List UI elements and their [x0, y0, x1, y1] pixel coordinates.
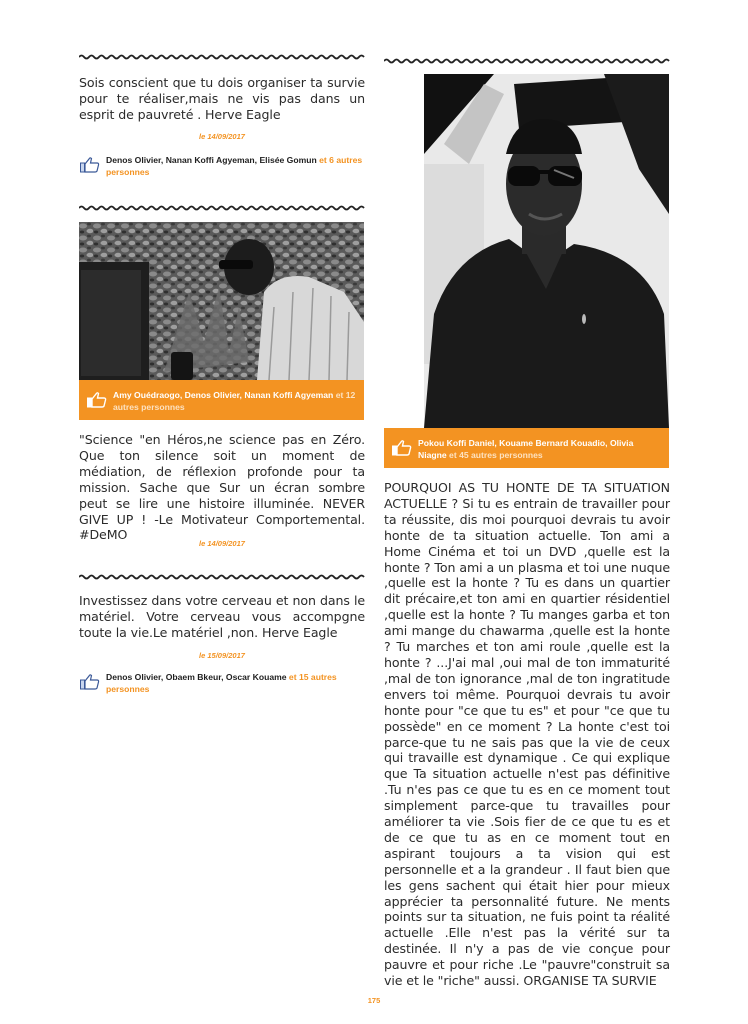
post-text: Sois conscient que tu dois organiser ta survie pour te réaliser,mais ne vis pas dans un esprit de pauvreté . Herve Eagle	[79, 75, 365, 122]
post-date: le 14/09/2017	[199, 132, 245, 141]
likes-bar[interactable]	[79, 380, 364, 420]
likes-names: Denos Olivier, Obaem Bkeur, Oscar Kouame	[106, 672, 287, 682]
section-divider	[79, 573, 365, 581]
post-text: POURQUOI AS TU HONTE DE TA SITUATION ACTUELLE ? Si tu es entrain de travailler pour ta réussite, dis moi pourquoi devrais tu avoir honte de ta situation actuelle. Ton ami a Home Cinéma et toi un DVD ,quelle est la honte ? Ton ami a un plasma et toi une nuque ,quelle est la honte ? Tu es dans un quartier dit précaire,et ton ami en quartier résidentiel ,quelle est la honte ? Tu manges garba et ton ami mange du chawarma ,quelle est la honte ? Tu marches et ton ami roule ,quelle est la honte ? ...J'ai mal ,oui mal de ton immaturité ,mal de ton ignorance ,mal de ton ingratitude envers toi même. Pourquoi devrais tu avoir honte pour "ce que tu es" et pour "ce que tu possède" en ce moment ? La honte c'est toi parce-que tu ne sais pas que la vie de ceux qui travaille est dynamique . Ce qui explique que Ta situation actuelle n'est pas définitive .Tu n'es pas ce que tu es en ce moment tout simplement parce-que tu travailles pour améliorer ta vie .Sois fier de ce que tu es et de ce que tu as en ce moment tout en aspirant toujours a ta vision qui est personnelle et a la grandeur . Il faut bien que les gens sachent qui était hier pour mieux apprécier ta personnalité future. Ne ments points sur ta situation, ne fuis point ta réalité actuelle .Elle n'est pas la vérité sur ta destinée. Il n'y a pas de vie conçue pour pauvre et pour riche .Le "pauvre"construit sa vie et le "riche" aussi. ORGANISE TA SURVIE	[384, 480, 670, 989]
post-date: le 15/09/2017	[199, 651, 245, 660]
thumbs-up-icon	[87, 392, 107, 408]
post-photo[interactable]	[79, 222, 364, 380]
section-divider	[384, 57, 670, 65]
post-text: "Science "en Héros,ne science pas en Zéro. Que ton silence soit un moment de médiation, de réflexion profonde pour ta mission. Sache que Sur un écran sombre peut se lire une histoire illuminée. NEVER GIVE UP ! -Le Motivateur Comportemental. #DeMO	[79, 432, 365, 543]
likes-names: Pokou Koffi Daniel, Kouame Bernard Kouadio, Olivia Niagne	[418, 438, 634, 460]
page-number: 175	[367, 996, 381, 1005]
likes-names: Denos Olivier, Nanan Koffi Agyeman, Elisée Gomun	[106, 155, 317, 165]
post-text: Investissez dans votre cerveau et non dans le matériel. Votre cerveau vous accompgne toute la vie.Le matériel ,non. Herve Eagle	[79, 593, 365, 640]
likes-bar[interactable]	[384, 428, 669, 468]
thumbs-up-icon	[80, 674, 100, 690]
likes-more: et 6 autres personnes	[106, 155, 363, 177]
likes-summary[interactable]	[106, 671, 366, 695]
likes-more: et 12 autres personnes	[113, 390, 356, 412]
thumbs-up-icon	[80, 157, 100, 173]
post-date: le 14/09/2017	[199, 539, 245, 548]
section-divider	[79, 53, 365, 61]
likes-summary[interactable]	[106, 154, 366, 178]
likes-more: et 15 autres personnes	[106, 672, 337, 694]
likes-names: Amy Ouédraogo, Denos Olivier, Nanan Koffi Agyeman	[113, 390, 334, 400]
section-divider	[79, 204, 365, 212]
likes-more: et 45 autres personnes	[446, 450, 543, 460]
thumbs-up-icon	[392, 440, 412, 456]
post-photo[interactable]	[424, 74, 669, 428]
